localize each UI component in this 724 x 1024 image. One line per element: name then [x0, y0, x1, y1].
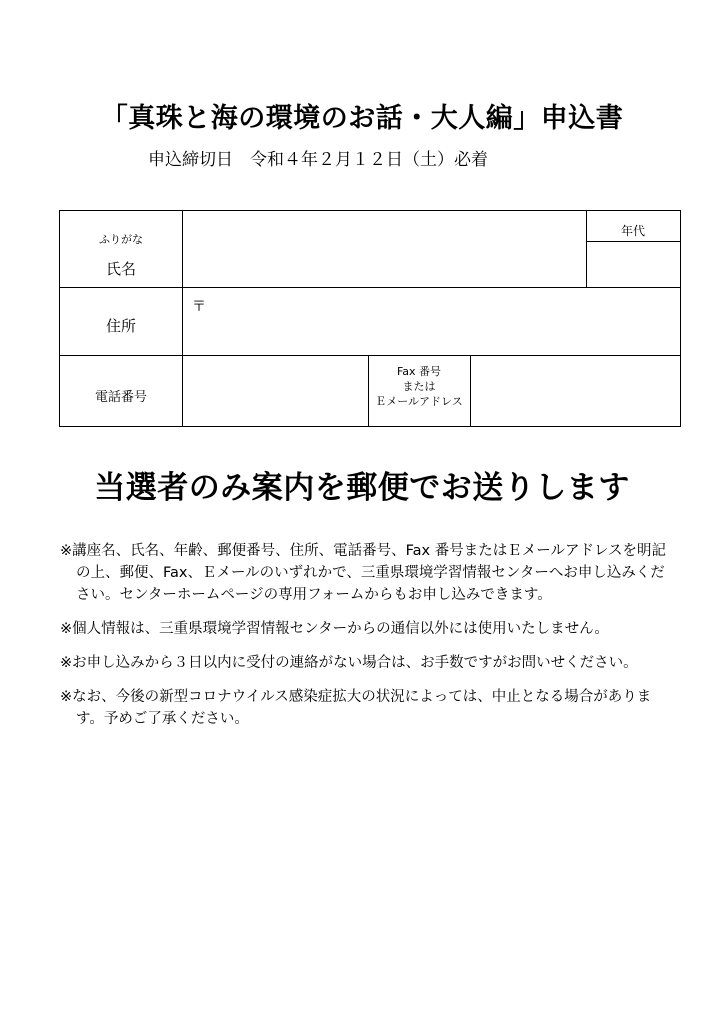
- fax-label-line: Fax 番号: [396, 365, 442, 378]
- application-form-table: [59, 210, 681, 427]
- furigana-label: ふりがな: [99, 233, 143, 246]
- note-item: ※お申し込みから３日以内に受付の連絡がない場合は、お手数ですがお問いせください。: [60, 655, 638, 671]
- age-label: 年代: [620, 224, 645, 238]
- postal-mark: 〒: [192, 299, 206, 315]
- note-item: ※なお、今後の新型コロナウイルス感染症拡大の状況によっては、中止となる場合があります。予めご了承ください。: [60, 689, 652, 727]
- note-item: ※個人情報は、三重県環境学習情報センターからの通信以外には使用いたしません。: [60, 621, 609, 637]
- notes-list: [60, 540, 670, 742]
- fax-label-line: Ｅメールアドレス: [375, 395, 463, 408]
- page-title: 「真珠と海の環境のお話・大人編」申込書: [100, 103, 624, 134]
- row-divider: [60, 287, 680, 288]
- notice-heading: 当選者のみ案内を郵便でお送りします: [94, 470, 630, 506]
- fax-label-line: または: [402, 380, 436, 393]
- label-column-divider: [182, 211, 183, 426]
- name-label: 氏名: [105, 260, 136, 278]
- fax-label-right-divider: [470, 355, 471, 426]
- address-label: 住所: [105, 317, 136, 335]
- age-divider: [586, 241, 680, 242]
- fax-email-label: [368, 364, 470, 409]
- phone-label: 電話番号: [94, 390, 147, 405]
- deadline-text: 申込締切日 令和４年２月１２日（土）必着: [148, 150, 488, 170]
- note-item: ※講座名、氏名、年齢、郵便番号、住所、電話番号、Fax 番号またはＥメールアドレスを明記の上、郵便、Fax、Ｅメールのいずれかで、三重県環境学習情報センターへお申し込みください。センターホームページの専用フォームからもお申し込みできます。: [60, 543, 667, 603]
- row-divider: [60, 355, 680, 356]
